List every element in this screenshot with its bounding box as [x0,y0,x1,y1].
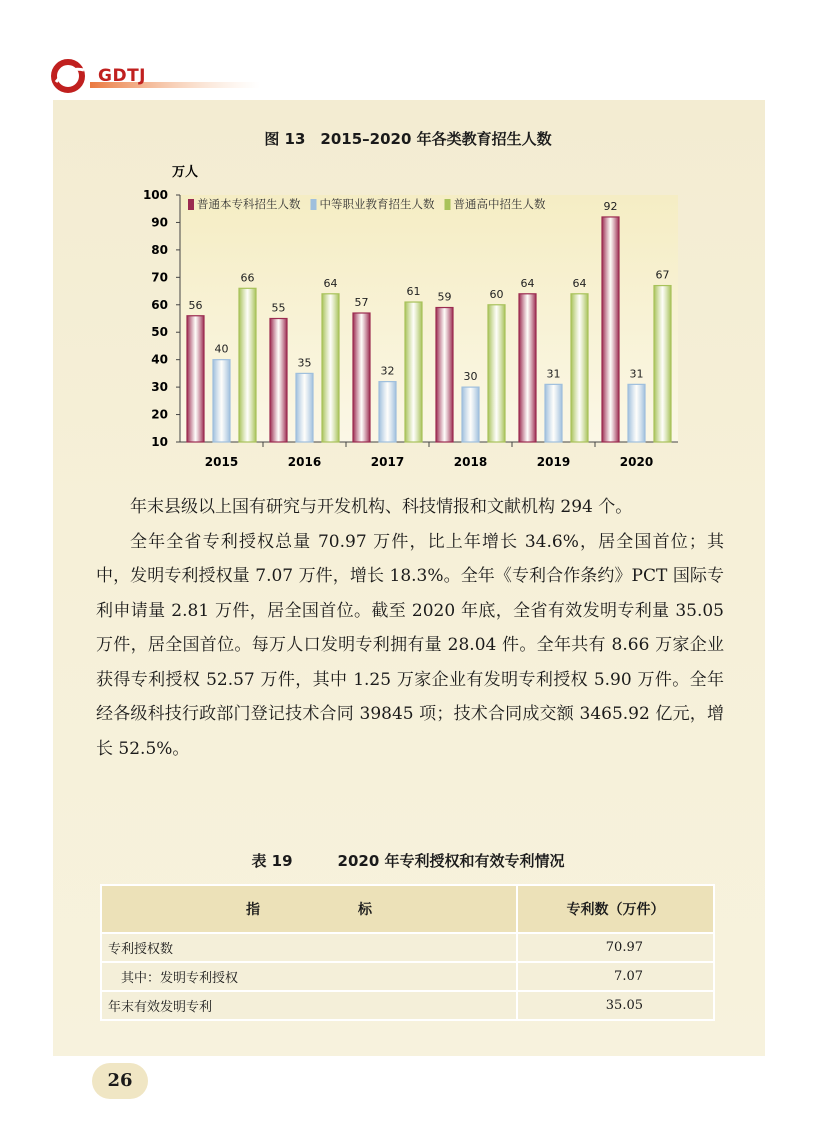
data-label: 40 [214,342,229,356]
bar-2019-2 [545,384,562,442]
data-label: 64 [572,276,587,290]
data-label: 30 [463,370,478,384]
bar-2019-1 [519,294,536,442]
y-tick-label: 60 [151,297,168,312]
bar-2017-2 [379,382,396,442]
data-label: 57 [354,296,369,310]
bar-2020-2 [628,384,645,442]
data-label: 92 [603,199,618,213]
paragraph: 年末县级以上国有研究与开发机构、科技情报和文献机构 294 个。 [130,497,633,517]
row-value: 35.05 [517,991,714,1020]
table-row [101,933,714,962]
bar-2016-3 [322,294,339,442]
x-tick-label: 2020 [619,455,654,469]
x-tick-label: 2016 [287,455,322,469]
body-text [96,490,724,766]
table-header-row [101,885,714,933]
y-tick-label: 70 [151,270,168,285]
bar-2018-2 [462,387,479,442]
bar-2016-1 [270,319,287,443]
x-tick-label: 2017 [370,455,405,469]
enrollment-bar-chart [130,160,690,480]
data-label: 67 [655,268,670,282]
data-label: 35 [297,356,312,370]
data-label: 64 [323,276,338,290]
data-label: 56 [188,298,203,312]
page-number: 26 [92,1063,148,1099]
data-label: 61 [406,285,421,299]
bar-2018-3 [488,305,505,442]
table-header-count: 专利数（万件） [517,885,714,933]
y-tick-label: 80 [151,242,168,257]
row-value: 70.97 [517,933,714,962]
legend-swatch [188,199,194,210]
row-label: 专利授权数 [101,933,517,962]
data-label: 55 [271,301,286,315]
y-tick-label: 90 [151,215,168,230]
x-tick-label: 2019 [536,455,571,469]
data-label: 32 [380,364,395,378]
data-label: 66 [240,271,255,285]
y-tick-label: 20 [151,407,168,422]
gdtj-logo [50,56,260,96]
legend-label: 普通高中招生人数 [453,197,546,211]
y-axis-label: 万人 [172,165,199,180]
table-title: 表 19 2020 年专利授权和有效专利情况 [251,852,565,870]
bar-2015-3 [239,288,256,442]
data-label: 31 [629,367,644,381]
table-row [101,991,714,1020]
y-tick-label: 40 [151,352,168,367]
data-label: 31 [546,367,561,381]
legend-swatch [445,199,451,210]
bar-2017-1 [353,313,370,442]
bar-2020-1 [602,217,619,442]
table-header-indicator: 指 标 [101,885,517,933]
figure-title: 图 13 2015–2020 年各类教育招生人数 [264,130,552,148]
y-tick-label: 50 [151,325,168,340]
legend-label: 中等职业教育招生人数 [319,197,435,211]
data-label: 59 [437,290,452,304]
paragraph: 全年全省专利授权总量 70.97 万件，比上年增长 34.6%，居全国首位；其中，发明专利授权量 7.07 万件，增长 18.3%。全年《专利合作条约》PCT 国际专利申请量 2.81 万件，居全国首位。截至 2020 年底，全省有效发明专利量 35.05 万件，居全国首位。每万人口发明专利拥有量 28.04 件。全年共有 8.66 万家企业获得专利授权 52.57 万件，其中 1.25 万家企业有发明专利授权 5.90 万件。全年经各级科技行政部门登记技术合同 39845 项；技术合同成交额 3465.92 亿元，增长 52.5%。 [96,531,724,759]
bar-2016-2 [296,373,313,442]
bar-2018-1 [436,308,453,442]
y-tick-label: 10 [151,435,168,449]
patent-table [100,884,715,1021]
y-tick-label: 100 [142,188,168,202]
logo-text: GDTJ [98,66,146,86]
row-value: 7.07 [517,962,714,991]
row-label: 其中：发明专利授权 [101,962,517,991]
y-tick-label: 30 [151,380,168,395]
x-tick-label: 2018 [453,455,488,469]
row-label: 年末有效发明专利 [101,991,517,1020]
bar-2015-2 [213,360,230,442]
bar-2020-3 [654,286,671,442]
bar-2019-3 [571,294,588,442]
x-tick-label: 2015 [204,455,239,469]
data-label: 60 [489,287,504,301]
table-row [101,962,714,991]
legend-label: 普通本专科招生人数 [197,197,301,211]
data-label: 64 [520,276,535,290]
legend-swatch [311,199,317,210]
bar-2017-3 [405,302,422,442]
bar-2015-1 [187,316,204,442]
